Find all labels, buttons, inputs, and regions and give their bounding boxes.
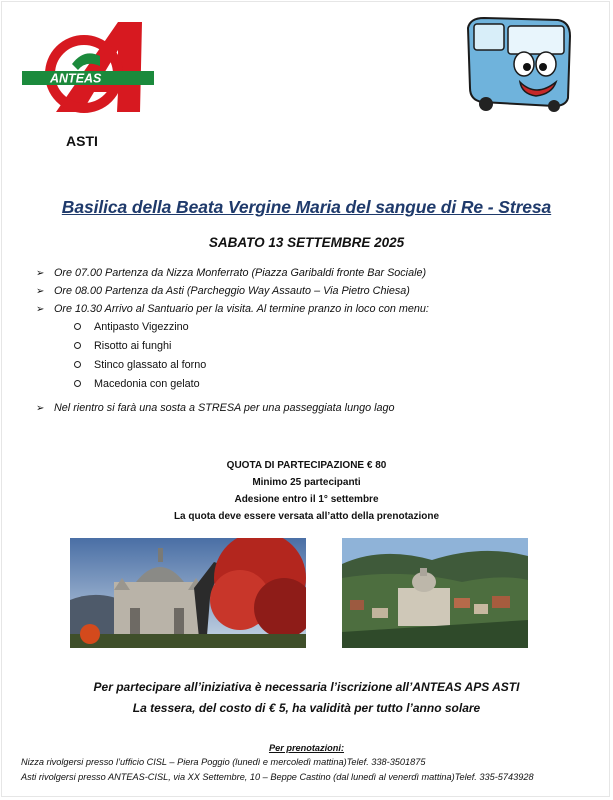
fee-deadline: Adesione entro il 1° settembre (234, 494, 379, 505)
schedule-list (36, 264, 429, 318)
fee-minimum: Minimo 25 partecipanti (252, 477, 361, 488)
circle-bullet-icon (74, 323, 81, 330)
anteas-logo (22, 20, 154, 114)
event-title: Basilica della Beata Vergine Maria del sangue di Re - Stresa (61, 197, 552, 217)
menu-item: Antipasto Vigezzino (74, 318, 206, 337)
event-date: SABATO 13 SETTEMBRE 2025 (208, 235, 405, 250)
arrow-bullet-icon: ➢ (36, 286, 45, 297)
menu-item: Stinco glassato al forno (74, 356, 206, 375)
menu-item: Macedonia con gelato (74, 375, 206, 394)
booking-asti: Asti rivolgersi presso ANTEAS-CISL, via XX Settembre, 10 – Beppe Castino (dal lunedì al venerdì mattina)Telef. 335-5743928 (21, 772, 534, 782)
membership-notice (0, 677, 613, 719)
notice-line-1: Per partecipare all’iniziativa è necessaria l’iscrizione all’ANTEAS APS ASTI (93, 680, 520, 694)
arrow-bullet-icon: ➢ (36, 403, 45, 414)
booking-heading: Per prenotazioni: (268, 743, 345, 753)
fee-payment: La quota deve essere versata all’atto della prenotazione (173, 511, 440, 522)
village-aerial-photo (342, 538, 528, 648)
bus-illustration (462, 14, 574, 112)
menu-list (74, 318, 206, 394)
basilica-photo (70, 538, 306, 648)
arrow-bullet-icon: ➢ (36, 268, 45, 279)
return-note: ➢ Nel rientro si farà una sosta a STRESA per una passeggiata lungo lago (36, 402, 395, 414)
notice-line-2: La tessera, del costo di € 5, ha validità per tutto l’anno solare (132, 701, 481, 715)
menu-item: Risotto ai funghi (74, 337, 206, 356)
circle-bullet-icon (74, 342, 81, 349)
schedule-item: ➢ Ore 10.30 Arrivo al Santuario per la visita. Al termine pranzo in loco con menu: (36, 300, 429, 318)
circle-bullet-icon (74, 380, 81, 387)
fee-amount: QUOTA DI PARTECIPAZIONE € 80 (226, 460, 387, 471)
city-label: ASTI (66, 133, 98, 149)
booking-nizza: Nizza rivolgersi presso l’ufficio CISL – Piera Poggio (lunedì e mercoledì mattina)Telef. 338-3501875 (21, 757, 426, 767)
logo-text: ANTEAS (50, 71, 102, 86)
fee-block (0, 457, 613, 525)
booking-info (0, 741, 613, 785)
schedule-item: ➢ Ore 07.00 Partenza da Nizza Monferrato (Piazza Garibaldi fronte Bar Sociale) (36, 264, 429, 282)
circle-bullet-icon (74, 361, 81, 368)
arrow-bullet-icon: ➢ (36, 304, 45, 315)
schedule-item: ➢ Ore 08.00 Partenza da Asti (Parcheggio Way Assauto – Via Pietro Chiesa) (36, 282, 429, 300)
